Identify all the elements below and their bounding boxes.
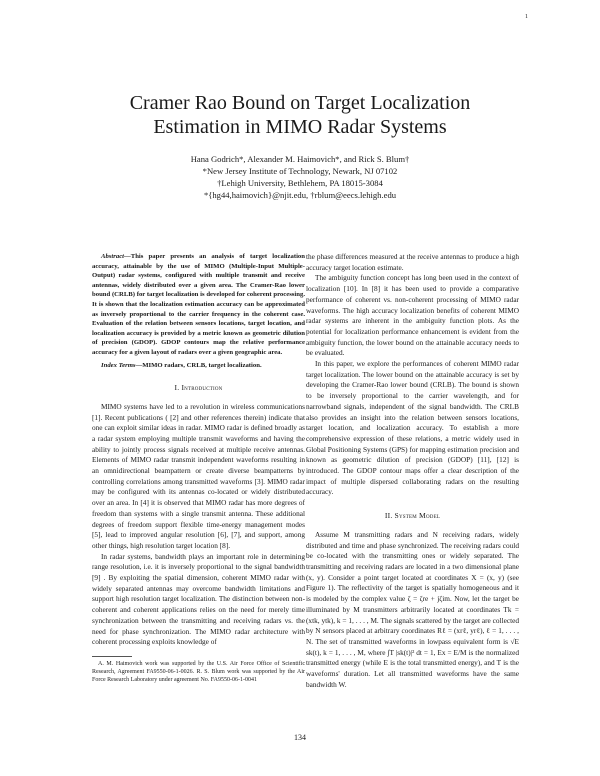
intro-paragraph-1: MIMO systems have led to a revolution in wireless communications [1]. Recent publications ( [2] and other references therein) indicate that one can exploit similar ideas in radar. MIMO radar is defined broadly as a radar system employing multiple transmit waveforms and having the ability to jointly process signals received at multiple receive antennas. Elements of MIMO radar transmit independent waveforms resulting in an omnidirectional beampattern or create diverse beampatterns by controlling correlations among transmitted waveforms [3]. MIMO radar may be configured with its antennas co-located or widely distributed over an area. In [4] it is observed that MIMO radar has more degrees of freedom than systems with a single transmit antenna. These additional degrees of freedom support flexible time-energy management modes [5], lead to improved angular resolution [6], [7], and support, among other things, high resolution target location [8]. [92,401,305,550]
funding-footnote: A. M. Haimovich work was supported by the U.S. Air Force Office of Scientific Research, Agreement FA9550-06-1-0026. R. S. Blum work was supported by the Air Force Research Laboratory under agreement No. FA9550-06-1-0041 [92,661,305,683]
affiliation-lehigh: †Lehigh University, Bethlehem, PA 18015-3084 [217,178,383,188]
intro-paragraph-3: the phase differences measured at the receive antennas to produce a high accuracy target location estimate. [306,252,519,272]
index-terms-lead: Index Terms [101,361,136,369]
affiliation-njit: *New Jersey Institute of Technology, Newark, NJ 07102 [202,166,398,176]
abstract-lead: Abstract [101,253,125,260]
intro-paragraph-4: The ambiguity function concept has long been used in the context of localization [10]. In [8] it has been used to provide a comparative performance of coherent vs. non-coherent processing of MIMO radar waveforms. The high accuracy localization benefits of coherent MIMO radar systems are inherent in the ambiguity function plots. As the potential for localization performance enhancement is evident from the ambiguity function, the lower bound on the attainable accuracy needs to be evaluated. [306,273,519,358]
intro-paragraph-5: In this paper, we explore the performances of coherent MIMO radar target localization. The lower bound on the attainable accuracy is set by developing the Cramer-Rao lower bound (CRLB). The bound is shown to be inversely proportional to the carrier wavelength, and for narrowband signals, independent of the signal bandwidth. The CRLB also provides an insight into the relation between sensors locations, target location, and localization accuracy. To establish a more comprehensive expression of these relations, a metric widely used in Global Positioning Systems (GPS) for mapping estimation precision and known as geometric dilution of precision (GDOP) [11], [12] is introduced. The GDOP contour maps offer a clear description of the impact of multiple dispersed collaborating radars on the resulting accuracy. [306,359,519,497]
section-number: II. [384,511,395,521]
left-column [92,252,305,684]
footnote-rule [92,656,132,657]
section-number: I. [174,383,182,393]
page-number: 134 [294,733,306,742]
section-title: System Model [394,511,441,521]
right-column [306,252,519,690]
section-title: Introduction [181,383,223,393]
abstract-text: —This paper presents an analysis of target localization accuracy, attainable by the use of MIMO (Multiple-Input Multiple-Output) radar systems, configured with multiple transmit and receive antennas, widely distributed over a given area. The Cramer-Rao lower bound (CRLB) for target localization is developed for coherent processing. It is shown that the localization estimation accuracy can be approximated as inversely proportional to the carrier frequency in the coherent case. Evaluation of the relation between sensors locations, target location, and localization accuracy is provided by a metric known as geometric dilution of precision (GDOP). GDOP contours map the relative performance accuracy for a given layout of radars over a given geographic area. [92,253,305,356]
section-heading-system-model [306,511,519,522]
section-heading-introduction [92,383,305,394]
page-corner-mark: 1 [525,14,528,20]
abstract [92,252,305,358]
author-names: Hana Godrich*, Alexander M. Haimovich*, and Rick S. Blum† [190,154,410,164]
index-terms-text: —MIMO radars, CRLB, target localization. [135,361,262,369]
index-terms [92,361,305,371]
system-model-paragraph: Assume M transmitting radars and N receiving radars, widely distributed and time and phase synchronized. The receiving radars could be co-located with the transmitting ones or widely separated. The transmitting and receiving radars are located in a two dimensional plane (x, y). Consider a point target located at coordinates X = (x, y) (see Figure 1). The reflectivity of the target is spatially homogeneous and it is modeled by the complex value ζ = ζre + jζim. Now, let the target be illuminated by M transmitters arbitrarily located at coordinates Tk = (xtk, ytk), k = 1, . . . , M. The signals scattered by the target are collected by N sensors placed at arbitrary coordinates Rℓ = (xrℓ, yrℓ), ℓ = 1, . . . , N. The set of transmitted waveforms in lowpass equivalent form is √E sk(t), k = 1, . . . , M, where ∫T |sk(t)|² dt = 1, Ex = E/M is the normalized transmitted energy (while E is the total transmitted energy), and T is the waveforms' duration. Let all transmitted waveforms have the same bandwidth W. [306,529,519,689]
title-line-1: Cramer Rao Bound on Target Localization [129,92,471,114]
author-block [0,153,600,201]
paper-title [0,91,600,139]
intro-paragraph-2: In radar systems, bandwidth plays an important role in determining range resolution, i.e. it is inversely proportional to the signal bandwidth [9] . By exploiting the spatial dimension, coherent MIMO radar with widely separated antennas may overcome bandwidth limitations and support high resolution target localization. The distinction between non-coherent and coherent applications relies on the need for merely time synchronization between the transmitting and receiving radars vs. the need for phase synchronization. The MIMO radar architecture with coherent processing exploits knowledge of [92,551,305,647]
author-emails: *{hg44,haimovich}@njit.edu, †rblum@eecs.lehigh.edu [203,190,397,200]
title-line-2: Estimation in MIMO Radar Systems [153,116,447,138]
